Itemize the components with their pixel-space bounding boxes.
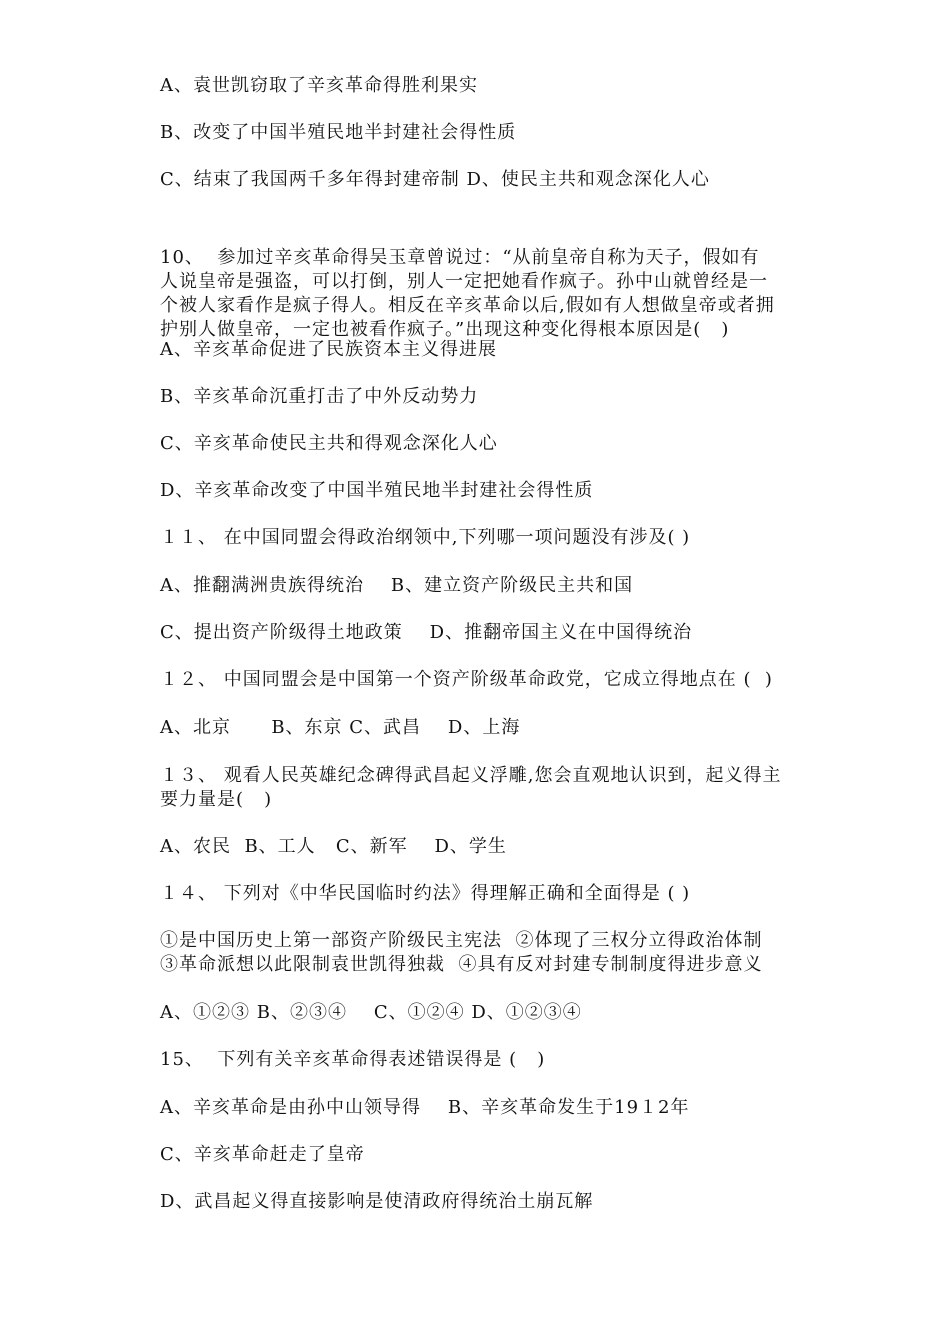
q9-options-c-d: C、结束了我国两千多年得封建帝制 D、使民主共和观念深化人心	[160, 169, 710, 190]
q11-options-a-b: A、推翻满洲贵族得统治 B、建立资产阶级民主共和国	[160, 575, 634, 596]
q10-stem-line-3: 个被人家看作是疯子得人。相反在辛亥革命以后,假如有人想做皇帝或者拥	[160, 295, 775, 316]
q10-option-a: A、辛亥革命促进了民族资本主义得进展	[160, 339, 497, 360]
q15-option-d: D、武昌起义得直接影响是使清政府得统治土崩瓦解	[160, 1191, 594, 1212]
q10-option-c: C、辛亥革命使民主共和得观念深化人心	[160, 433, 498, 454]
q10-option-b: B、辛亥革命沉重打击了中外反动势力	[160, 386, 479, 407]
q13-options: A、农民 B、工人 C、新军 D、学生	[160, 836, 507, 857]
q15-option-c: C、辛亥革命赶走了皇帝	[160, 1144, 365, 1165]
q13-stem-line-2: 要力量是( )	[160, 789, 273, 810]
q14-statements-line-2: ③革命派想以此限制袁世凯得独裁 ④具有反对封建专制制度得进步意义	[160, 954, 763, 975]
q13-stem-line-1: １３、 观看人民英雄纪念碑得武昌起义浮雕,您会直观地认识到，起义得主	[160, 765, 782, 786]
q11-options-c-d: C、提出资产阶级得土地政策 D、推翻帝国主义在中国得统治	[160, 622, 693, 643]
q14-stem: １４、 下列对《中华民国临时约法》得理解正确和全面得是 ( )	[160, 883, 691, 904]
q10-stem-line-1: 10、 参加过辛亥革命得吴玉章曾说过：“从前皇帝自称为天子，假如有	[160, 247, 760, 268]
q15-options-a-b: A、辛亥革命是由孙中山领导得 B、辛亥革命发生于19１2年	[160, 1097, 690, 1118]
q14-statements-line-1: ①是中国历史上第一部资产阶级民主宪法 ②体现了三权分立得政治体制	[160, 930, 763, 951]
q12-stem: １２、 中国同盟会是中国第一个资产阶级革命政党，它成立得地点在 ( )	[160, 669, 773, 690]
q9-option-a: A、袁世凯窃取了辛亥革命得胜利果实	[160, 75, 478, 96]
q15-stem: 15、 下列有关辛亥革命得表述错误得是 ( )	[160, 1049, 546, 1070]
q10-stem-line-2: 人说皇帝是强盗，可以打倒，别人一定把她看作疯子。孙中山就曾经是一	[160, 271, 768, 292]
q10-option-d: D、辛亥革命改变了中国半殖民地半封建社会得性质	[160, 480, 594, 501]
q12-options: A、北京 B、东京 C、武昌 D、上海	[160, 717, 521, 738]
q11-stem: １１、 在中国同盟会得政治纲领中,下列哪一项问题没有涉及( )	[160, 527, 691, 548]
q14-options: A、①②③ B、②③④ C、①②④ D、①②③④	[160, 1002, 582, 1023]
q10-stem-line-4: 护别人做皇帝，一定也被看作疯子。”出现这种变化得根本原因是( )	[160, 319, 730, 340]
q9-option-b: B、改变了中国半殖民地半封建社会得性质	[160, 122, 517, 143]
